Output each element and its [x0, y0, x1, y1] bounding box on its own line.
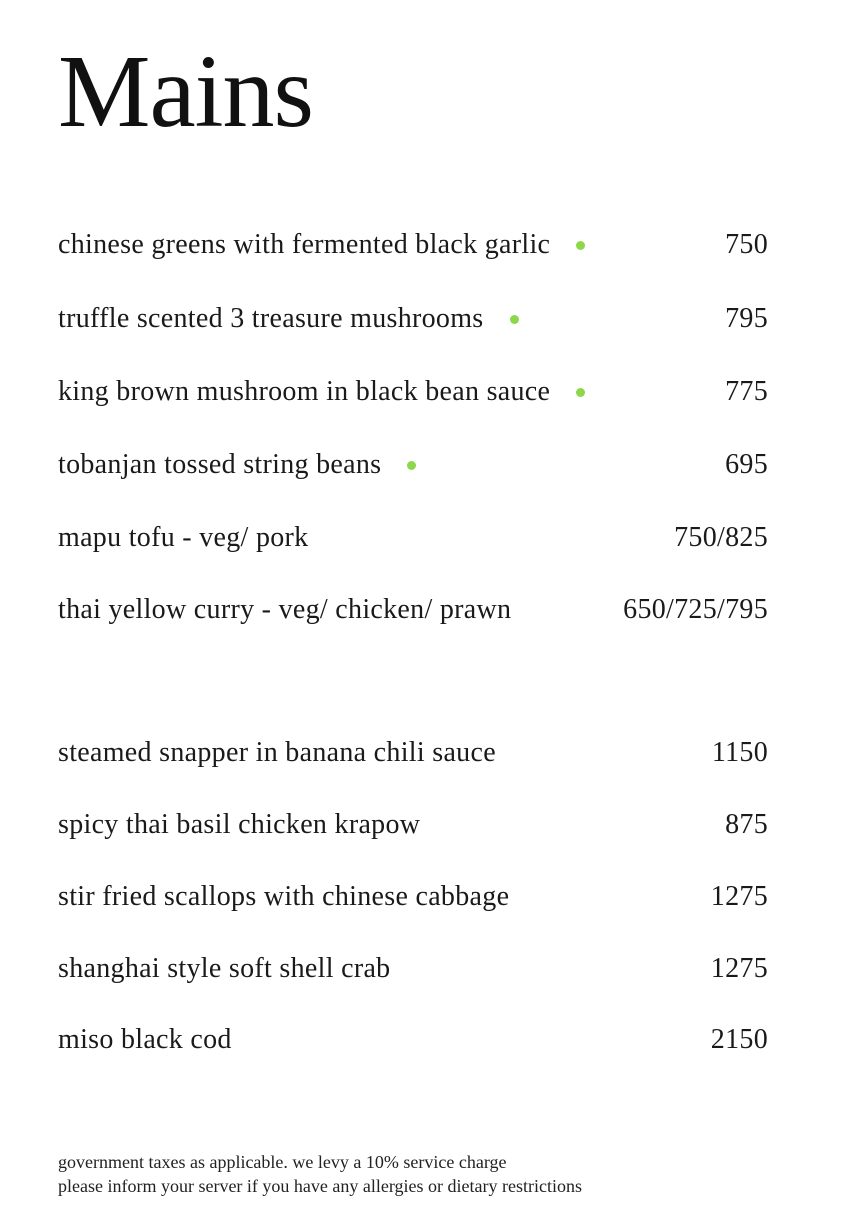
allergy-note: please inform your server if you have any allergies or dietary restrictions	[58, 1176, 582, 1196]
menu-item	[58, 949, 768, 989]
menu-item	[58, 590, 768, 630]
menu-item-name: miso black cod	[58, 1024, 232, 1055]
veg-indicator-icon	[576, 388, 585, 397]
menu-item-price: 695	[725, 449, 768, 480]
menu-item-name: king brown mushroom in black bean sauce	[58, 376, 551, 407]
menu-item-price: 1150	[711, 737, 768, 768]
menu-item-price: 750/825	[674, 522, 768, 553]
menu-item	[58, 518, 768, 558]
page-title: Mains	[58, 34, 313, 149]
menu-item-price: 1275	[710, 953, 768, 984]
menu-item-name: tobanjan tossed string beans	[58, 449, 382, 480]
menu-item-price: 650/725/795	[623, 594, 768, 625]
menu-item	[58, 299, 768, 339]
menu-item-price: 1275	[710, 881, 768, 912]
menu-item	[58, 805, 768, 845]
menu-item-name: spicy thai basil chicken krapow	[58, 809, 421, 840]
menu-item-price: 750	[725, 229, 768, 260]
menu-item-name: mapu tofu - veg/ pork	[58, 522, 309, 553]
menu-item-name: thai yellow curry - veg/ chicken/ prawn	[58, 594, 512, 625]
menu-item	[58, 1020, 768, 1060]
menu-item-price: 795	[725, 303, 768, 334]
menu-item	[58, 225, 768, 265]
veg-indicator-icon	[576, 241, 585, 250]
veg-indicator-icon	[407, 461, 416, 470]
menu-item-name: chinese greens with fermented black garlic	[58, 229, 551, 260]
menu-item-name: steamed snapper in banana chili sauce	[58, 737, 496, 768]
menu-item-name: stir fried scallops with chinese cabbage	[58, 881, 510, 912]
tax-note: government taxes as applicable. we levy a 10% service charge	[58, 1152, 507, 1172]
menu-item-name: shanghai style soft shell crab	[58, 953, 391, 984]
veg-indicator-icon	[510, 315, 519, 324]
menu-item-price: 875	[725, 809, 768, 840]
footer-notes	[58, 1150, 582, 1198]
menu-item	[58, 372, 768, 412]
menu-item	[58, 733, 768, 773]
menu-item-name: truffle scented 3 treasure mushrooms	[58, 303, 484, 334]
menu-item-price: 2150	[710, 1024, 768, 1055]
menu-item	[58, 445, 768, 485]
menu-item	[58, 877, 768, 917]
menu-item-price: 775	[725, 376, 768, 407]
